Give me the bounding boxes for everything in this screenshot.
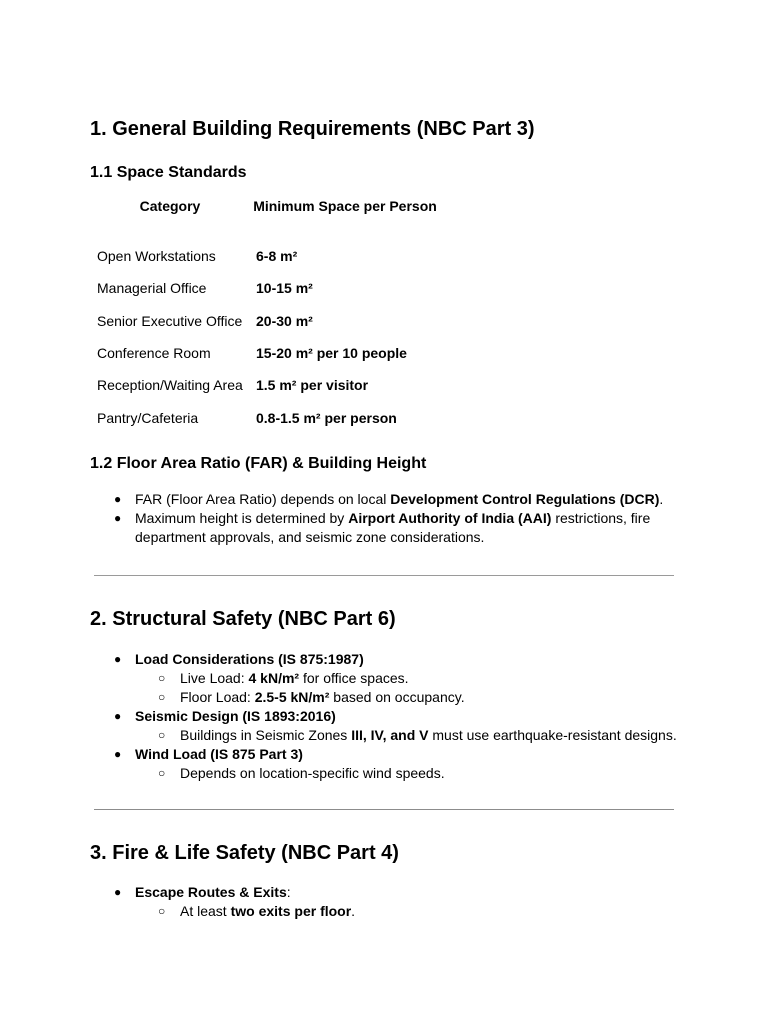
far-height-list (90, 490, 675, 547)
list-item: ● FAR (Floor Area Ratio) depends on local Development Control Regulations (DCR). (114, 491, 664, 507)
list-item: ● Maximum height is determined by Airport Authority of India (AAI) restrictions, fire department approvals, and seismic zone considerations. (114, 510, 651, 545)
sub-bullet-icon: ○ (158, 671, 166, 685)
table-row (90, 410, 430, 442)
list-item (90, 650, 677, 669)
sub-list-item: ○ At least two exits per floor. (158, 903, 356, 919)
bullet-icon: ● (114, 747, 122, 761)
fire-safety-list (90, 883, 355, 921)
sub-list-item: ○ Buildings in Seismic Zones III, IV, and V must use earthquake-resistant designs. (158, 727, 677, 743)
sub-list-item: ○ Depends on location-specific wind speeds. (158, 765, 445, 781)
list-item (90, 745, 677, 764)
table-row (90, 345, 430, 377)
sub-list-item: ○ Live Load: 4 kN/m² for office spaces. (158, 670, 409, 686)
list-item-label: Seismic Design (IS 1893:2016) (135, 708, 336, 724)
section-2-title: 2. Structural Safety (NBC Part 6) (90, 608, 396, 630)
list-item-label: Escape Routes & Exits (135, 884, 287, 900)
sub-bullet-icon: ○ (158, 728, 166, 742)
bullet-icon: ● (114, 492, 122, 506)
list-item-label: Load Considerations (IS 875:1987) (135, 651, 364, 667)
table-cell-category: Managerial Office (97, 280, 207, 296)
subsection-1-2-title: 1.2 Floor Area Ratio (FAR) & Building Height (90, 455, 427, 472)
list-item: ● Escape Routes & Exits: (114, 884, 291, 900)
table-cell-space: 20-30 m² (256, 313, 313, 329)
table-cell-space: 10-15 m² (256, 280, 313, 296)
bullet-icon: ● (114, 511, 122, 525)
table-row (90, 280, 430, 312)
list-item-label: Wind Load (IS 875 Part 3) (135, 746, 303, 762)
structural-safety-list (90, 650, 677, 783)
sub-bullet-icon: ○ (158, 766, 166, 780)
subsection-1-1-title: 1.1 Space Standards (90, 164, 247, 181)
table-cell-space: 6-8 m² (256, 248, 298, 264)
section-1-title: 1. General Building Requirements (NBC Part 3) (90, 118, 535, 140)
table-cell-category: Open Workstations (97, 248, 216, 264)
bullet-icon: ● (114, 709, 122, 723)
table-cell-category: Reception/Waiting Area (97, 377, 243, 393)
table-cell-space: 0.8-1.5 m² per person (256, 410, 397, 426)
sub-bullet-icon: ○ (158, 690, 166, 704)
sub-list-item: ○ Floor Load: 2.5-5 kN/m² based on occupancy. (158, 689, 465, 705)
table-cell-category: Pantry/Cafeteria (97, 410, 199, 426)
sub-bullet-icon: ○ (158, 904, 166, 918)
table-row (90, 377, 430, 409)
table-cell-category: Senior Executive Office (97, 313, 243, 329)
section-divider (94, 575, 674, 576)
table-header-category: Category (139, 198, 201, 214)
table-row (90, 248, 430, 280)
table-header-min-space: Minimum Space per Person (253, 198, 437, 214)
table-cell-space: 15-20 m² per 10 people (256, 345, 407, 361)
table-row (90, 313, 430, 345)
list-item (90, 707, 677, 726)
section-divider (94, 809, 674, 810)
section-3-title: 3. Fire & Life Safety (NBC Part 4) (90, 842, 399, 864)
table-cell-space: 1.5 m² per visitor (256, 377, 369, 393)
table-cell-category: Conference Room (97, 345, 211, 361)
bullet-icon: ● (114, 652, 122, 666)
bullet-icon: ● (114, 885, 122, 899)
